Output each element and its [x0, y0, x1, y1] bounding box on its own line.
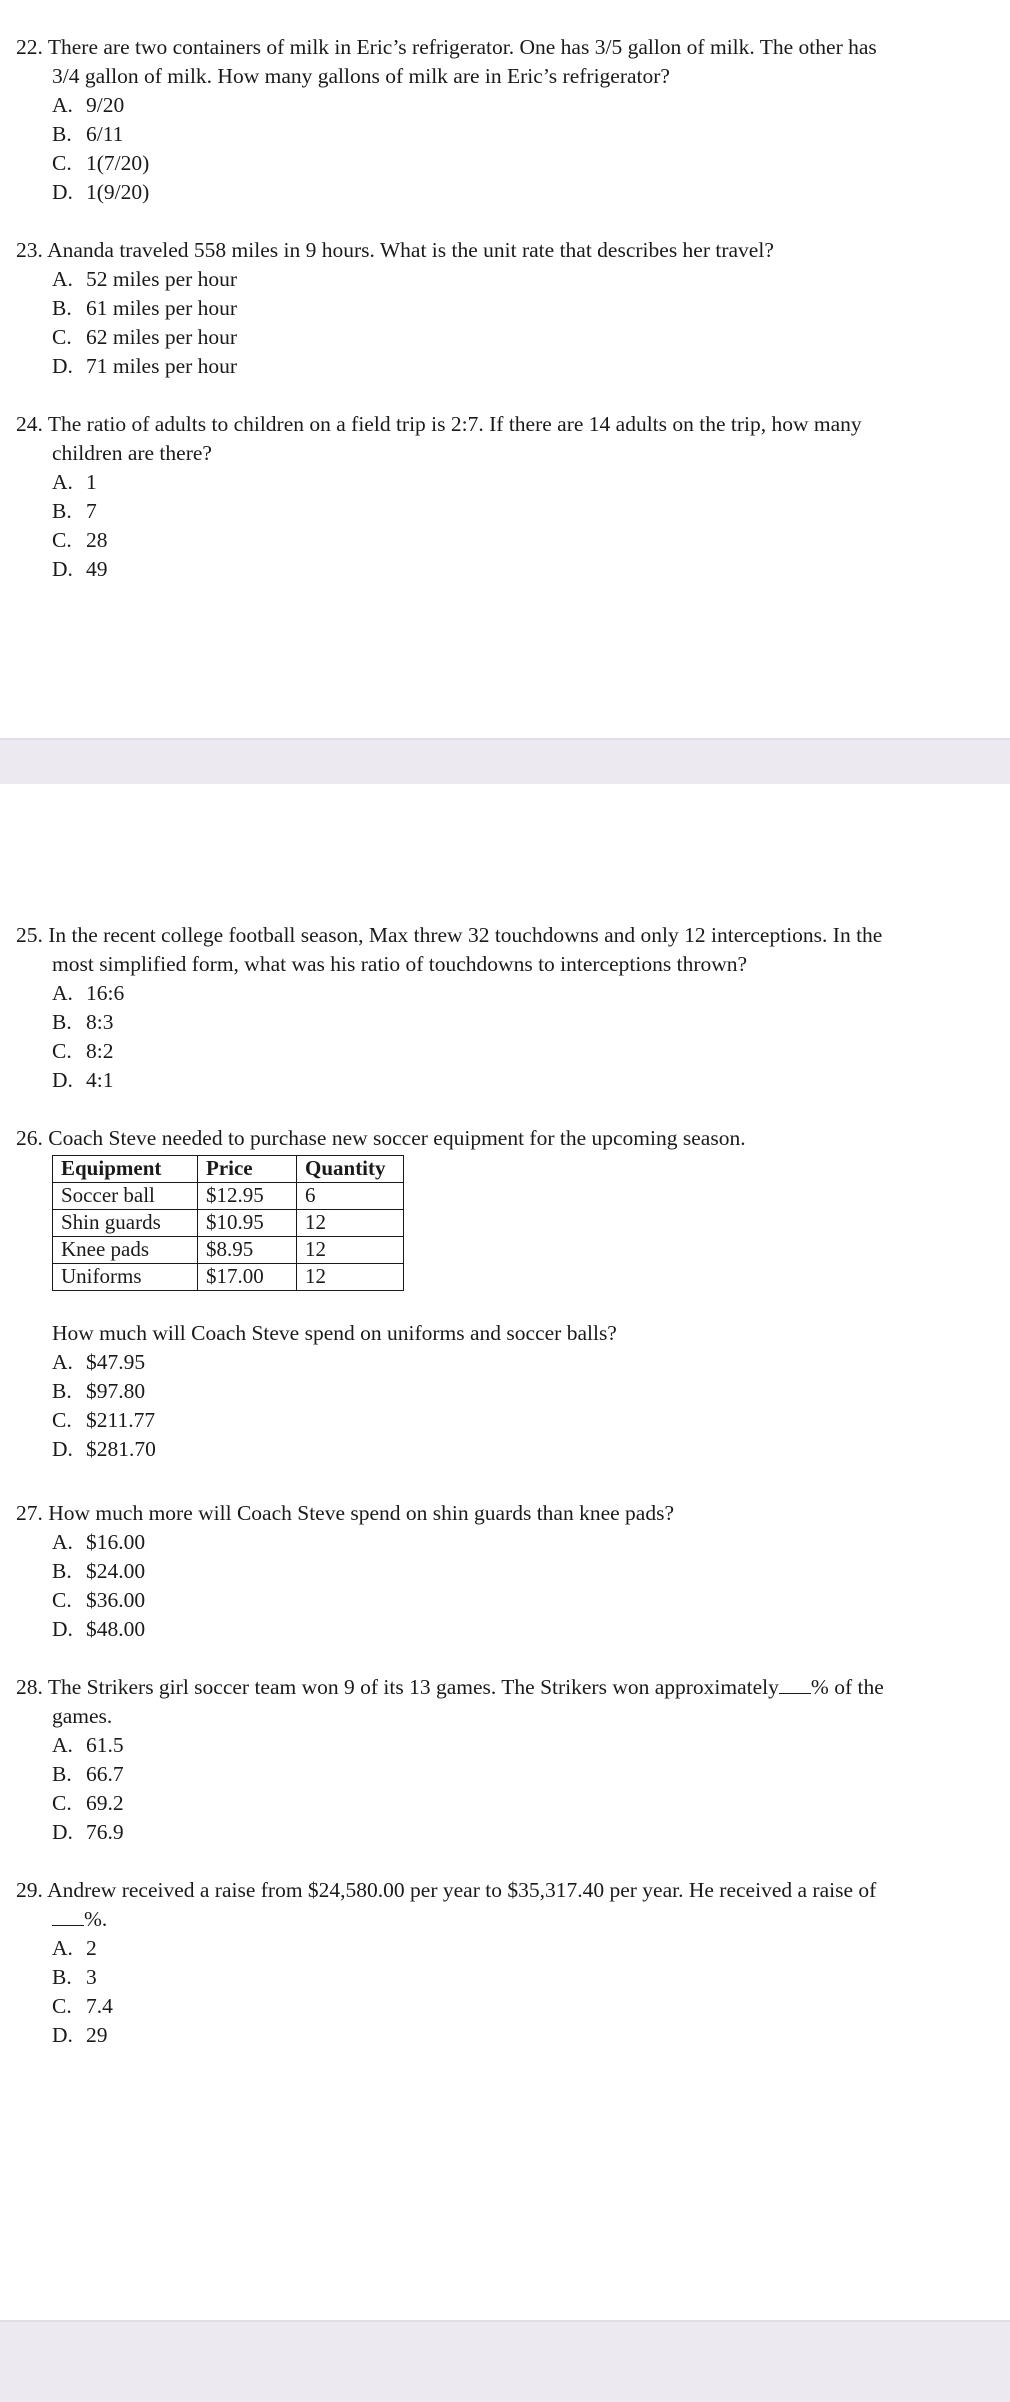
table-cell: $8.95: [198, 1237, 297, 1264]
column-header: Price: [198, 1156, 297, 1183]
option-b[interactable]: B. 66.7: [52, 1762, 124, 1786]
column-header: Equipment: [53, 1156, 198, 1183]
question-text: [0, 236, 892, 265]
question-28: [0, 1673, 1010, 1847]
option-b[interactable]: B. 3: [52, 1965, 97, 1989]
question-body: There are two containers of milk in Eric’s refrigerator. One has 3/5 gallon of milk. The other has 3/4 gallon of milk. How many gallons of milk are in Eric’s refrigerator?: [47, 35, 877, 88]
option-a[interactable]: A. 1: [52, 470, 97, 494]
question-body: How much more will Coach Steve spend on shin guards than knee pads?: [48, 1501, 675, 1525]
option-b[interactable]: B. $24.00: [52, 1559, 146, 1583]
option-a[interactable]: A. 52 miles per hour: [52, 267, 238, 291]
question-body-end: % of the games.: [52, 1675, 884, 1728]
option-c[interactable]: C. 7.4: [52, 1994, 113, 2018]
question-26: [0, 1124, 1010, 1464]
answer-blank[interactable]: [779, 1675, 811, 1694]
question-23: [0, 236, 1010, 381]
question-27: [0, 1499, 1010, 1644]
question-body-end: %.: [84, 1907, 108, 1931]
option-d[interactable]: D. 29: [52, 2023, 108, 2047]
option-d[interactable]: D. 4:1: [52, 1068, 114, 1092]
question-number: 26.: [16, 1126, 43, 1150]
option-b[interactable]: B. 8:3: [52, 1010, 114, 1034]
question-25: [0, 921, 1010, 1095]
question-22: [0, 33, 1010, 207]
question-number: 25.: [16, 923, 43, 947]
option-d[interactable]: D. $281.70: [52, 1437, 156, 1461]
question-24: [0, 410, 1010, 584]
option-c[interactable]: C. 28: [52, 528, 108, 552]
question-number: 22.: [16, 35, 43, 59]
option-a[interactable]: A. $47.95: [52, 1350, 146, 1374]
page-separator: [0, 738, 1010, 784]
option-c[interactable]: C. $211.77: [52, 1408, 156, 1432]
option-a[interactable]: A. $16.00: [52, 1530, 146, 1554]
option-c[interactable]: C. 69.2: [52, 1791, 124, 1815]
equipment-table: [52, 1155, 404, 1291]
option-d[interactable]: D. 71 miles per hour: [52, 354, 238, 378]
question-number: 28.: [16, 1675, 43, 1699]
question-body: Coach Steve needed to purchase new soccer equipment for the upcoming season.: [48, 1126, 746, 1150]
table-row: [53, 1210, 404, 1237]
option-d[interactable]: D. 49: [52, 557, 108, 581]
table-cell: 6: [297, 1183, 404, 1210]
option-b[interactable]: B. 61 miles per hour: [52, 296, 238, 320]
question-body: The ratio of adults to children on a field trip is 2:7. If there are 14 adults on the trip, how many children are there?: [47, 412, 862, 465]
option-a[interactable]: A. 61.5: [52, 1733, 124, 1757]
question-text: [0, 33, 892, 91]
table-cell: 12: [297, 1210, 404, 1237]
option-c[interactable]: C. 62 miles per hour: [52, 325, 238, 349]
option-a[interactable]: A. 9/20: [52, 93, 125, 117]
option-a[interactable]: A. 2: [52, 1936, 97, 1960]
column-header: Quantity: [297, 1156, 404, 1183]
table-cell: Uniforms: [53, 1264, 198, 1291]
question-text: [0, 410, 892, 468]
question-number: 23.: [16, 238, 43, 262]
table-row: [53, 1264, 404, 1291]
option-c[interactable]: C. $36.00: [52, 1588, 146, 1612]
question-29: [0, 1876, 1010, 2050]
page-separator: [0, 2320, 1010, 2402]
sub-question-text: How much will Coach Steve spend on uniforms and soccer balls?: [52, 1321, 617, 1345]
answer-blank[interactable]: [52, 1907, 84, 1926]
table-header-row: [53, 1156, 404, 1183]
question-text: [0, 1499, 892, 1528]
option-b[interactable]: B. 7: [52, 499, 97, 523]
table-cell: Soccer ball: [53, 1183, 198, 1210]
question-body: The Strikers girl soccer team won 9 of its 13 games. The Strikers won approximately: [47, 1675, 779, 1699]
question-body: Andrew received a raise from $24,580.00 per year to $35,317.40 per year. He received a raise of: [47, 1878, 877, 1902]
option-d[interactable]: D. 1(9/20): [52, 180, 150, 204]
question-body: In the recent college football season, Max threw 32 touchdowns and only 12 interceptions. In the most simplified form, what was his ratio of touchdowns to interceptions thrown?: [48, 923, 883, 976]
page-1: [0, 0, 1010, 738]
option-d[interactable]: D. $48.00: [52, 1617, 146, 1641]
table-cell: Shin guards: [53, 1210, 198, 1237]
table-cell: $10.95: [198, 1210, 297, 1237]
question-number: 29.: [16, 1878, 43, 1902]
question-number: 27.: [16, 1501, 43, 1525]
question-body: Ananda traveled 558 miles in 9 hours. What is the unit rate that describes her travel?: [47, 238, 774, 262]
table-row: [53, 1237, 404, 1264]
question-text: [0, 1124, 892, 1153]
question-text: [0, 1876, 892, 1934]
table-cell: 12: [297, 1264, 404, 1291]
option-c[interactable]: C. 1(7/20): [52, 151, 150, 175]
table-row: [53, 1183, 404, 1210]
table-cell: 12: [297, 1237, 404, 1264]
option-a[interactable]: A. 16:6: [52, 981, 125, 1005]
question-text: [0, 1673, 892, 1731]
table-cell: Knee pads: [53, 1237, 198, 1264]
option-b[interactable]: B. $97.80: [52, 1379, 146, 1403]
option-d[interactable]: D. 76.9: [52, 1820, 124, 1844]
table-cell: $12.95: [198, 1183, 297, 1210]
page-2: [0, 784, 1010, 2320]
table-cell: $17.00: [198, 1264, 297, 1291]
option-b[interactable]: B. 6/11: [52, 122, 124, 146]
option-c[interactable]: C. 8:2: [52, 1039, 114, 1063]
question-text: [0, 921, 892, 979]
question-number: 24.: [16, 412, 43, 436]
